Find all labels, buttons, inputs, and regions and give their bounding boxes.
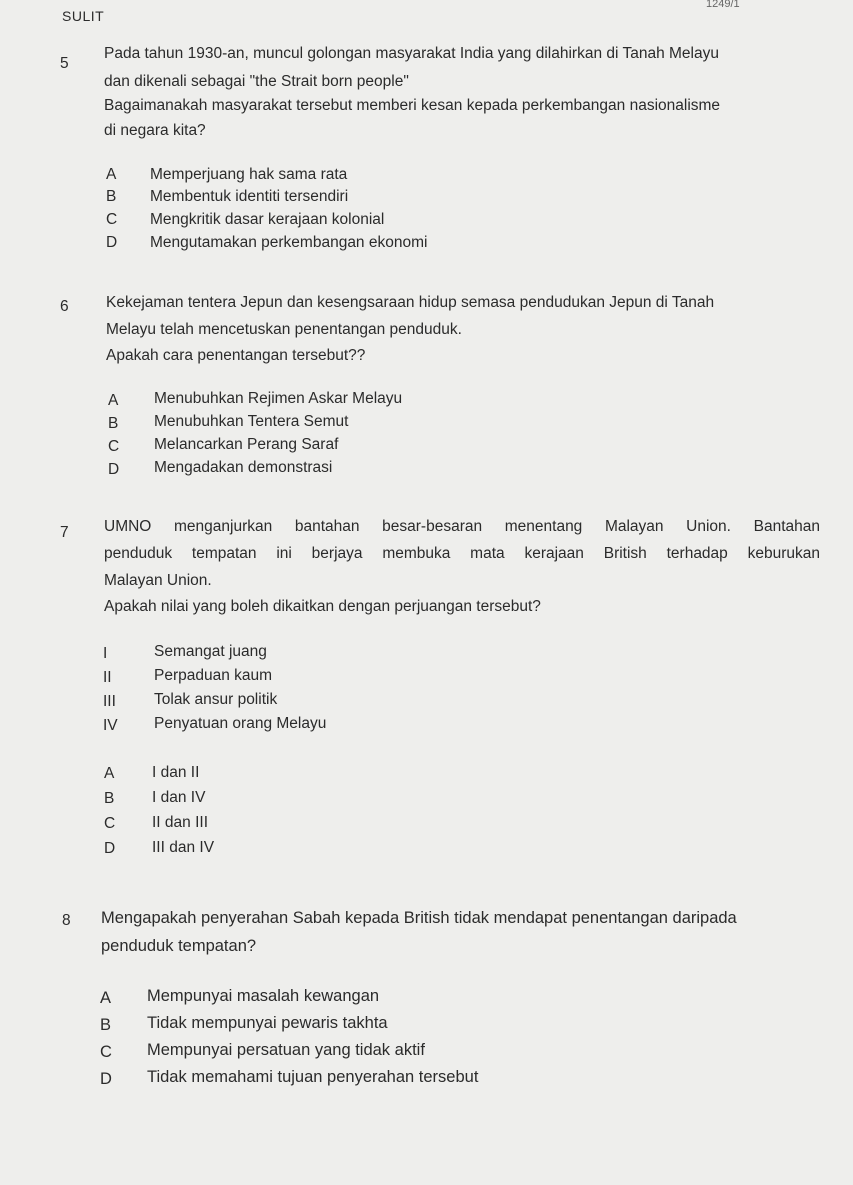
statement-numeral: I bbox=[103, 645, 108, 662]
statement-iii: Tolak ansur politik bbox=[154, 691, 278, 708]
option-b[interactable]: Menubuhkan Tentera Semut bbox=[154, 413, 349, 430]
option-d[interactable]: III dan IV bbox=[152, 839, 215, 856]
statement-numeral: II bbox=[103, 669, 112, 686]
option-letter: A bbox=[106, 166, 117, 183]
option-c[interactable]: II dan III bbox=[152, 814, 209, 831]
question-stem-line: penduduk tempatan? bbox=[101, 937, 257, 955]
question-stem-line: penduduk tempatan ini berjaya membuka mata kerajaan British terhadap keburukan bbox=[104, 545, 820, 562]
option-d[interactable]: Mengadakan demonstrasi bbox=[154, 459, 333, 476]
option-letter: D bbox=[104, 840, 116, 857]
option-letter: B bbox=[104, 790, 115, 807]
option-letter: D bbox=[100, 1070, 112, 1088]
option-letter: C bbox=[106, 211, 118, 228]
option-b[interactable]: I dan IV bbox=[152, 789, 206, 806]
question-stem-line: Bagaimanakah masyarakat tersebut memberi kesan kepada perkembangan nasionalisme bbox=[104, 97, 721, 114]
option-letter: A bbox=[104, 765, 115, 782]
option-letter: B bbox=[108, 415, 119, 432]
option-d[interactable]: Tidak memahami tujuan penyerahan tersebut bbox=[147, 1068, 479, 1086]
question-stem-line: Malayan Union. bbox=[104, 572, 212, 589]
option-c[interactable]: Mempunyai persatuan yang tidak aktif bbox=[147, 1041, 425, 1059]
question-stem-line: Apakah nilai yang boleh dikaitkan dengan perjuangan tersebut? bbox=[104, 598, 541, 615]
question-number: 8 bbox=[62, 912, 71, 929]
option-letter: B bbox=[100, 1016, 112, 1034]
question-stem-line: Kekejaman tentera Jepun dan kesengsaraan hidup semasa pendudukan Jepun di Tanah bbox=[106, 294, 715, 311]
question-number: 5 bbox=[60, 55, 69, 72]
option-d[interactable]: Mengutamakan perkembangan ekonomi bbox=[150, 234, 428, 251]
option-letter: D bbox=[106, 234, 118, 251]
option-letter: D bbox=[108, 461, 120, 478]
option-letter: B bbox=[106, 188, 117, 205]
option-a[interactable]: Memperjuang hak sama rata bbox=[150, 166, 348, 183]
header-sulit: SULIT bbox=[62, 8, 105, 24]
statement-numeral: III bbox=[103, 693, 116, 710]
option-letter: C bbox=[100, 1043, 112, 1061]
statement-numeral: IV bbox=[103, 717, 118, 734]
option-a[interactable]: Menubuhkan Rejimen Askar Melayu bbox=[154, 390, 403, 407]
option-b[interactable]: Tidak mempunyai pewaris takhta bbox=[147, 1014, 388, 1032]
option-c[interactable]: Mengkritik dasar kerajaan kolonial bbox=[150, 211, 385, 228]
option-a[interactable]: I dan II bbox=[152, 764, 200, 781]
option-a[interactable]: Mempunyai masalah kewangan bbox=[147, 987, 380, 1005]
statement-i: Semangat juang bbox=[154, 643, 267, 660]
question-stem-line: dan dikenali sebagai "the Strait born people" bbox=[104, 73, 409, 90]
option-letter: A bbox=[108, 392, 119, 409]
question-stem-line: Mengapakah penyerahan Sabah kepada British tidak mendapat penentangan daripada bbox=[101, 909, 737, 927]
option-letter: C bbox=[104, 815, 116, 832]
option-c[interactable]: Melancarkan Perang Saraf bbox=[154, 436, 339, 453]
header-paper-code: 1249/1 bbox=[706, 0, 740, 10]
question-stem-line: UMNO menganjurkan bantahan besar-besaran menentang Malayan Union. Bantahan bbox=[104, 518, 820, 535]
question-number: 7 bbox=[60, 524, 69, 541]
option-b[interactable]: Membentuk identiti tersendiri bbox=[150, 188, 349, 205]
question-number: 6 bbox=[60, 298, 69, 315]
statement-ii: Perpaduan kaum bbox=[154, 667, 273, 684]
option-letter: C bbox=[108, 438, 120, 455]
statement-iv: Penyatuan orang Melayu bbox=[154, 715, 327, 732]
option-letter: A bbox=[100, 989, 112, 1007]
question-stem-line: di negara kita? bbox=[104, 122, 206, 139]
question-stem-line: Melayu telah mencetuskan penentangan penduduk. bbox=[106, 321, 462, 338]
question-stem-line: Apakah cara penentangan tersebut?? bbox=[106, 347, 366, 364]
question-stem-line: Pada tahun 1930-an, muncul golongan masyarakat India yang dilahirkan di Tanah Melayu bbox=[104, 45, 719, 62]
